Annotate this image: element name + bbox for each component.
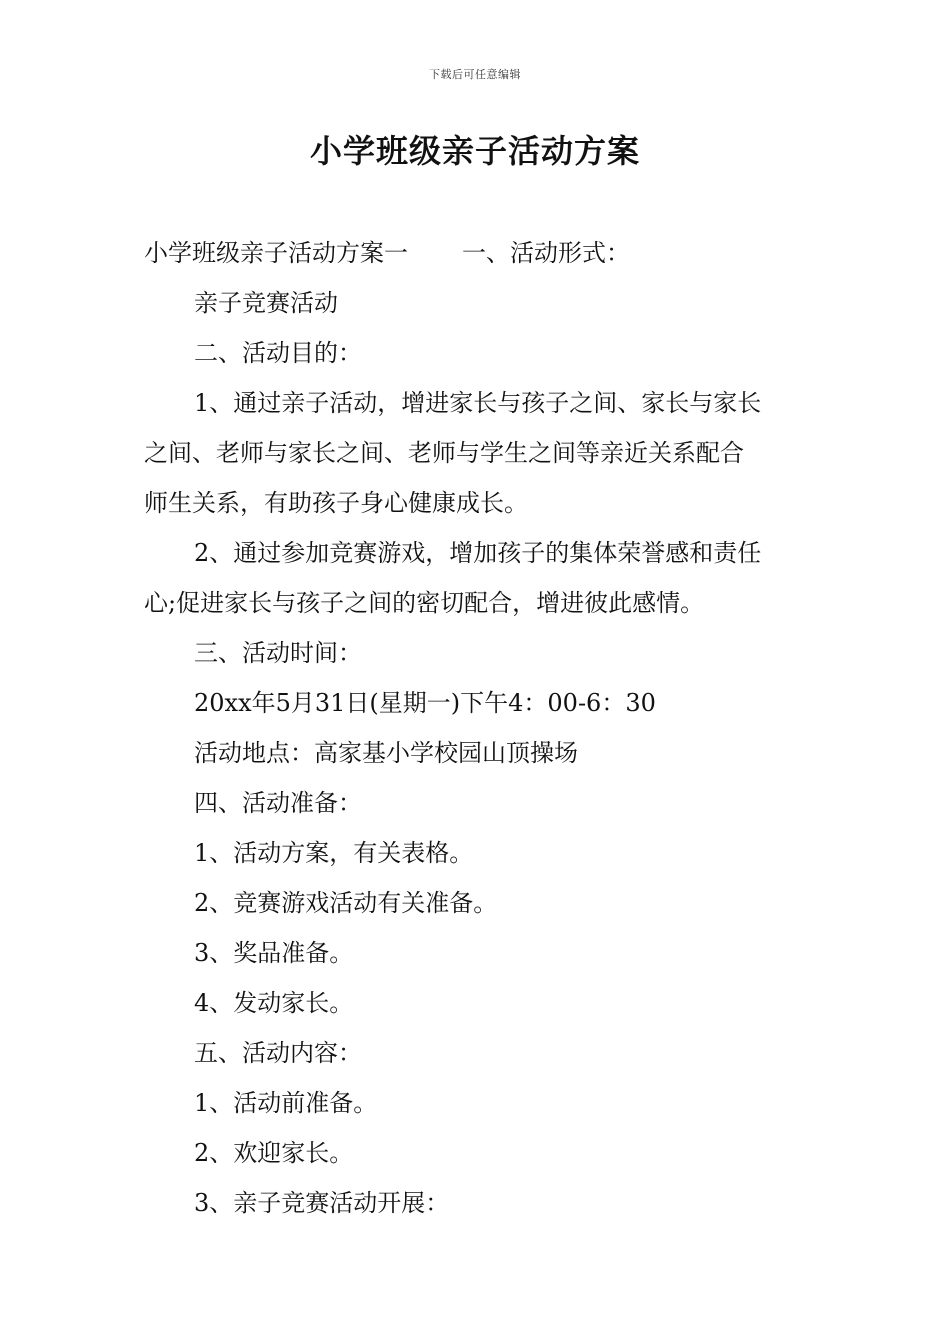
section-heading-preparation: 四、活动准备： bbox=[194, 789, 362, 817]
paragraph-line: 1、通过亲子活动，增进家长与孩子之间、家长与家长 bbox=[194, 389, 762, 417]
paragraph-line: 20xx年5月31日(星期一)下午4：00-6：30 bbox=[194, 689, 656, 717]
section-heading-time: 三、活动时间： bbox=[194, 639, 362, 667]
list-item: 1、活动方案，有关表格。 bbox=[194, 839, 474, 867]
paragraph-line: 师生关系，有助孩子身心健康成长。 bbox=[144, 489, 528, 517]
paragraph-line: 活动地点：高家基小学校园山顶操场 bbox=[194, 739, 578, 767]
list-item: 1、活动前准备。 bbox=[194, 1089, 378, 1117]
list-item: 3、奖品准备。 bbox=[194, 939, 354, 967]
paragraph-line: 心;促进家长与孩子之间的密切配合，增进彼此感情。 bbox=[144, 589, 705, 617]
paragraph-line: 之间、老师与家长之间、老师与学生之间等亲近关系配合 bbox=[144, 439, 744, 467]
list-item: 3、亲子竞赛活动开展： bbox=[194, 1189, 450, 1217]
section-heading-purpose: 二、活动目的： bbox=[194, 339, 362, 367]
document-title: 小学班级亲子活动方案 bbox=[309, 132, 640, 170]
list-item: 2、竞赛游戏活动有关准备。 bbox=[194, 889, 498, 917]
intro-heading: 一、活动形式： bbox=[462, 239, 630, 267]
paragraph-line: 亲子竞赛活动 bbox=[194, 289, 338, 317]
intro-line bbox=[144, 228, 808, 278]
list-item: 2、欢迎家长。 bbox=[194, 1139, 354, 1167]
intro-plan-name: 小学班级亲子活动方案一 bbox=[144, 239, 408, 267]
document-body bbox=[144, 228, 808, 1228]
header-note: 下载后可任意编辑 bbox=[429, 68, 521, 81]
paragraph-line: 2、通过参加竞赛游戏，增加孩子的集体荣誉感和责任 bbox=[194, 539, 762, 567]
section-heading-content: 五、活动内容： bbox=[194, 1039, 362, 1067]
list-item: 4、发动家长。 bbox=[194, 989, 354, 1017]
